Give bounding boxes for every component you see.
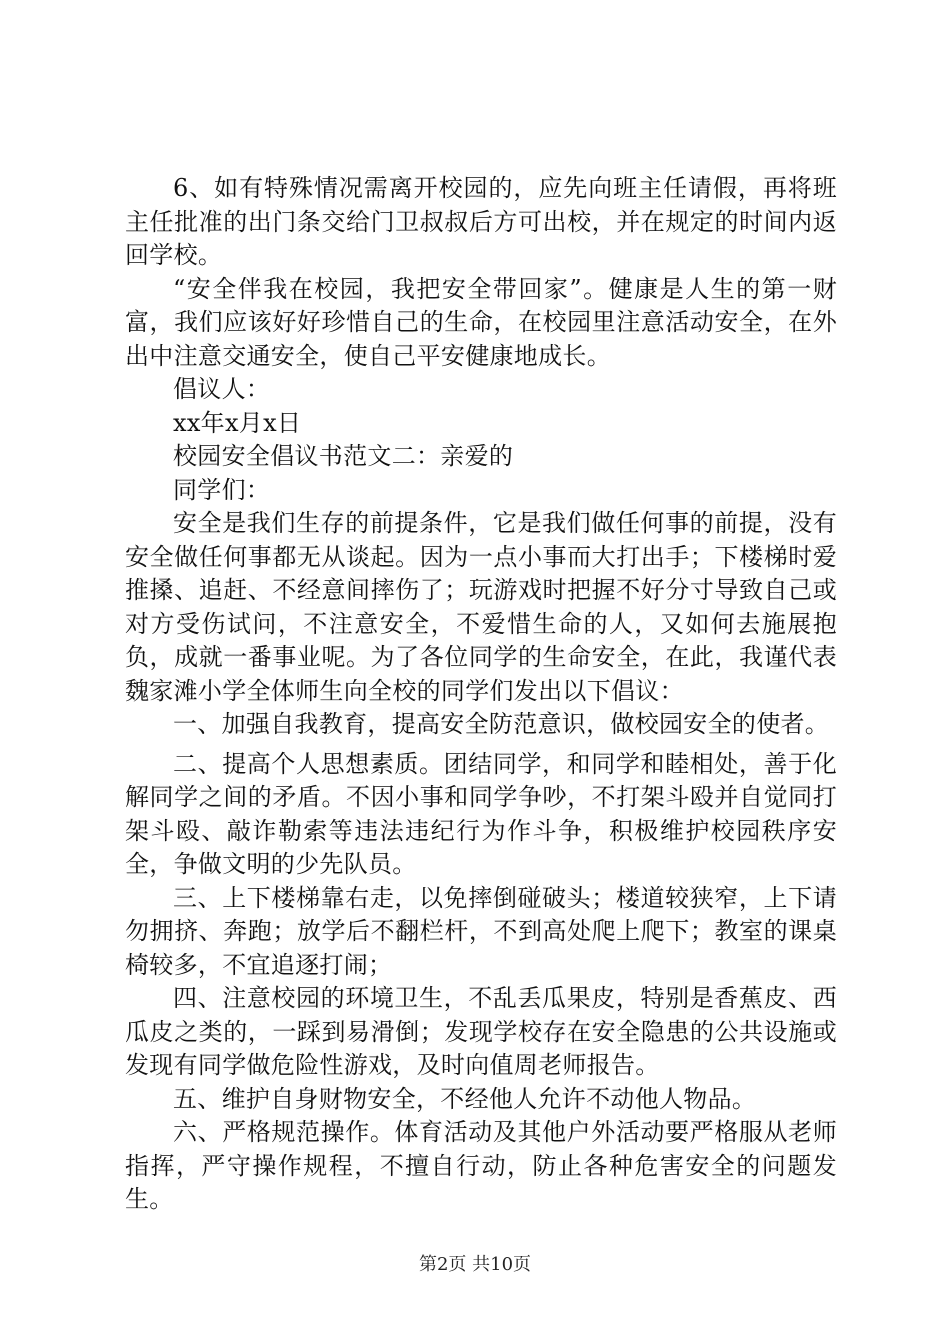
- paragraph-initiator: 倡议人：: [173, 375, 271, 403]
- paragraph-leave-campus: 6、如有特殊情况需离开校园的，应先向班主任请假，再将班主任批准的出门条交给门卫叔叔后方可出校，并在规定的时间内返回学校。: [125, 174, 837, 269]
- page-number-footer: 第2页 共10页: [418, 1254, 532, 1275]
- paragraph-sample-two-title: 校园安全倡议书范文二：亲爱的: [173, 442, 514, 470]
- paragraph-item-five: 五、维护自身财物安全，不经他人允许不动他人物品。: [173, 1084, 757, 1113]
- paragraph-item-one: 一、加强自我教育，提高安全防范意识，做校园安全的使者。: [173, 710, 830, 738]
- document-body: [125, 172, 837, 1217]
- paragraph-item-six: 六、严格规范操作。体育活动及其他户外活动要严格服从老师指挥，严守操作规程，不擅自行动，防止各种危害安全的问题发生。: [125, 1118, 837, 1213]
- paragraph-item-four: 四、注意校园的环境卫生，不乱丢瓜果皮，特别是香蕉皮、西瓜皮之类的，一踩到易滑倒；发现学校存在安全隐患的公共设施或发现有同学做危险性游戏，及时向值周老师报告。: [125, 984, 837, 1079]
- paragraph-intro: 安全是我们生存的前提条件，它是我们做任何事的前提，没有安全做任何事都无从谈起。因为一点小事而大打出手；下楼梯时爱推搡、追赶、不经意间摔伤了；玩游戏时把握不好分寸导致自己或对方受伤试问，不注意安全，不爱惜生命的人，又如何去施展抱负，成就一番事业呢。为了各位同学的生命安全，在此，我谨代表魏家滩小学全体师生向全校的同学们发出以下倡议：: [125, 509, 837, 705]
- paragraph-greeting: 同学们：: [173, 475, 271, 504]
- paragraph-item-two: 二、提高个人思想素质。团结同学，和同学和睦相处，善于化解同学之间的矛盾。不因小事和同学争吵，不打架斗殴并自觉同打架斗殴、敲诈勒索等违法违纪行为作斗争，积极维护校园秩序安全，争做文明的少先队员。: [125, 749, 837, 878]
- paragraph-safety-slogan: “安全伴我在校园，我把安全带回家”。健康是人生的第一财富，我们应该好好珍惜自己的生命，在校园里注意活动安全，在外出中注意交通安全，使自己平安健康地成长。: [125, 274, 837, 370]
- paragraph-item-three: 三、上下楼梯靠右走，以免摔倒碰破头；楼道较狭窄，上下请勿拥挤、奔跑；放学后不翻栏杆，不到高处爬上爬下；教室的课桌椅较多，不宜追逐打闹；: [125, 883, 837, 979]
- paragraph-date: xx年x月x日: [173, 408, 302, 437]
